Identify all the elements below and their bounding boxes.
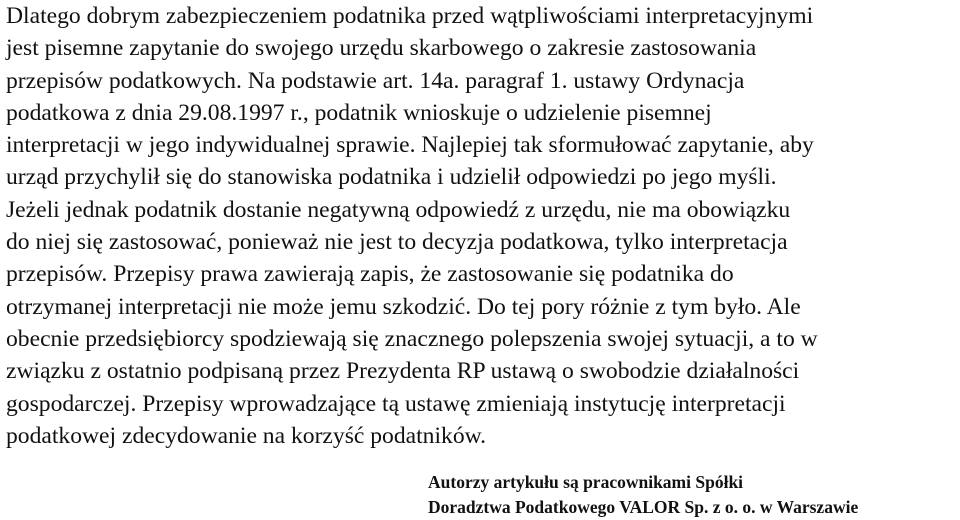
article-line: urząd przychylił się do stanowiska podatnika i udzielił odpowiedzi po jego myśli. <box>6 164 777 191</box>
signature-line-authors: Autorzy artykułu są pracownikami Spółki <box>428 472 744 492</box>
author-signature <box>428 470 948 520</box>
article-line: Dlatego dobrym zabezpieczeniem podatnika przed wątpliwościami interpretacyjnymi <box>6 3 814 29</box>
article-line: przepisów. Przepisy prawa zawierają zapis, że zastosowanie się podatnika do <box>6 261 734 288</box>
article-body <box>6 0 954 452</box>
article-line: gospodarczej. Przepisy wprowadzające tą ustawę zmieniają instytucję interpretacji <box>6 390 786 417</box>
signature-line-company: Doradztwa Podatkowego VALOR Sp. z o. o. w Warszawie <box>428 497 859 517</box>
article-line: otrzymanej interpretacji nie może jemu szkodzić. Do tej pory różnie z tym było. Ale <box>6 293 801 320</box>
article-line: przepisów podatkowych. Na podstawie art. 14a. paragraf 1. ustawy Ordynacja <box>6 67 745 94</box>
article-line: interpretacji w jego indywidualnej sprawie. Najlepiej tak sformułować zapytanie, aby <box>6 132 814 159</box>
article-line: podatkowa z dnia 29.08.1997 r., podatnik wnioskuje o udzielenie pisemnej <box>6 99 712 126</box>
article-line: związku z ostatnio podpisaną przez Prezydenta RP ustawą o swobodzie działalności <box>6 358 800 385</box>
article-line: do niej się zastosować, ponieważ nie jest to decyzja podatkowa, tylko interpretacja <box>6 229 788 256</box>
article-line: obecnie przedsiębiorcy spodziewają się znacznego polepszenia swojej sytuacji, a to w <box>6 325 818 352</box>
article-line: Jeżeli jednak podatnik dostanie negatywną odpowiedź z urzędu, nie ma obowiązku <box>6 196 791 223</box>
article-line: podatkowej zdecydowanie na korzyść podatników. <box>6 422 487 449</box>
article-line: jest pisemne zapytanie do swojego urzędu skarbowego o zakresie zastosowania <box>6 35 757 62</box>
